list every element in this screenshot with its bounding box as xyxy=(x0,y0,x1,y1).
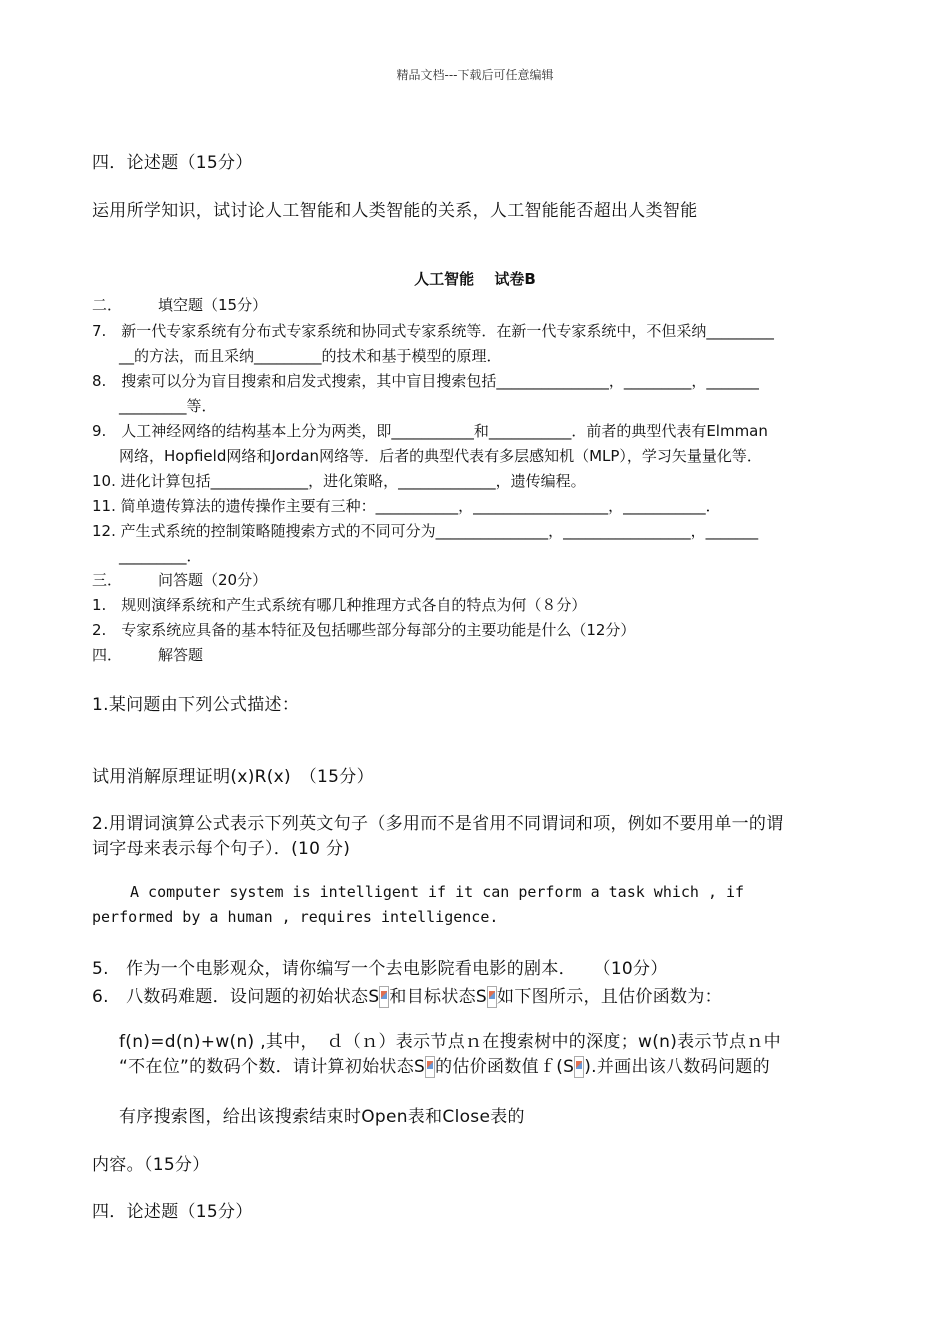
english-sentence-line2: performed by a human , requires intelligence. xyxy=(92,908,499,926)
fill-q9-line1: 9. 人工神经网络的结构基本上分为两类，即___________和___________．前者的典型代表有Elmman xyxy=(92,422,768,440)
broken-image-icon xyxy=(574,1056,584,1078)
qa-heading-number: 三． xyxy=(92,571,123,589)
solve-p1: 1.某问题由下列公式描述： xyxy=(92,695,300,715)
solve-p6-line5: 内容。（15分） xyxy=(92,1155,210,1175)
fill-q11: 11. 简单遗传算法的遗传操作主要有三种：___________，__________________，___________． xyxy=(92,497,721,515)
qa-q1: 1. 规则演绎系统和产生式系统有哪几种推理方式各自的特点为何（８分） xyxy=(92,596,587,614)
fill-q10: 10. 进化计算包括_____________，进化策略，_____________，遗传编程。 xyxy=(92,472,586,490)
solve-p2-line1: 2.用谓词演算公式表示下列英文句子（多用而不是省用不同谓词和项，例如不要用单一的谓 xyxy=(92,814,784,834)
fill-heading: 填空题（15分） xyxy=(158,296,268,314)
solve-p6-line4: 有序搜索图，给出该搜索结束时Open表和Close表的 xyxy=(119,1107,525,1127)
fill-q8-line2: _________等． xyxy=(119,397,217,415)
essay-heading-bottom: 四．论述题（15分） xyxy=(92,1202,253,1222)
p6-text-b: 和目标状态S xyxy=(389,987,488,1007)
p6-text-a: 6. 八数码难题．设问题的初始状态S xyxy=(92,987,380,1007)
solve-p6-line1 xyxy=(92,982,722,1008)
fill-q7-line1: 7. 新一代专家系统有分布式专家系统和协同式专家系统等．在新一代专家系统中，不但采纳_________ xyxy=(92,322,774,340)
p6-text-g: ).并画出该八数码问题的 xyxy=(584,1057,770,1077)
broken-image-icon xyxy=(379,986,389,1008)
page-header: 精品文档---下载后可任意编辑 xyxy=(396,68,554,82)
qa-heading: 问答题（20分） xyxy=(158,571,268,589)
essay-text-top: 运用所学知识，试讨论人工智能和人类智能的关系，人工智能能否超出人类智能 xyxy=(92,201,698,221)
fill-q12-line1: 12. 产生式系统的控制策略随搜索方式的不同可分为_______________，_________________，_______ xyxy=(92,522,759,540)
solve-p6-line3 xyxy=(119,1052,770,1078)
broken-image-icon xyxy=(487,986,497,1008)
fill-heading-number: 二． xyxy=(92,296,123,314)
qa-q2: 2. 专家系统应具备的基本特征及包括哪些部分每部分的主要功能是什么（12分） xyxy=(92,621,636,639)
solve-heading-number: 四． xyxy=(92,646,123,664)
p6-text-e: “不在位”的数码个数．请计算初始状态S xyxy=(119,1057,426,1077)
fill-q12-line2: _________． xyxy=(119,547,202,565)
broken-image-icon xyxy=(425,1056,435,1078)
solve-p2-line2: 词字母来表示每个句子）．(10 分) xyxy=(92,839,351,859)
solve-p1-proof: 试用消解原理证明(x)R(x) （15分） xyxy=(92,767,374,787)
solve-p6-line2: f(n)=d(n)+w(n) ,其中， ｄ（ｎ）表示节点ｎ在搜索树中的深度；w(n)表示节点ｎ中 xyxy=(119,1032,781,1052)
fill-q9-line2: 网络，Hopfield网络和Jordan网络等．后者的典型代表有多层感知机（MLP），学习矢量量化等． xyxy=(119,447,762,465)
solve-heading: 解答题 xyxy=(158,646,204,664)
fill-q7-line2: __的方法，而且采纳_________的技术和基于模型的原理． xyxy=(119,347,502,365)
p6-text-f: 的估价函数值ｆ(S xyxy=(435,1057,575,1077)
exam-title: 人工智能 试卷B xyxy=(414,270,536,288)
p6-text-c: 如下图所示，且估价函数为： xyxy=(497,987,722,1007)
essay-heading-top: 四．论述题（15分） xyxy=(92,153,253,173)
solve-p5: 5. 作为一个电影观众，请你编写一个去电影院看电影的剧本． （10分） xyxy=(92,959,668,979)
english-sentence-line1: A computer system is intelligent if it can perform a task which , if xyxy=(130,883,745,901)
fill-q8-line1: 8. 搜索可以分为盲目搜索和启发式搜索，其中盲目搜索包括_______________，_________，_______ xyxy=(92,372,759,390)
